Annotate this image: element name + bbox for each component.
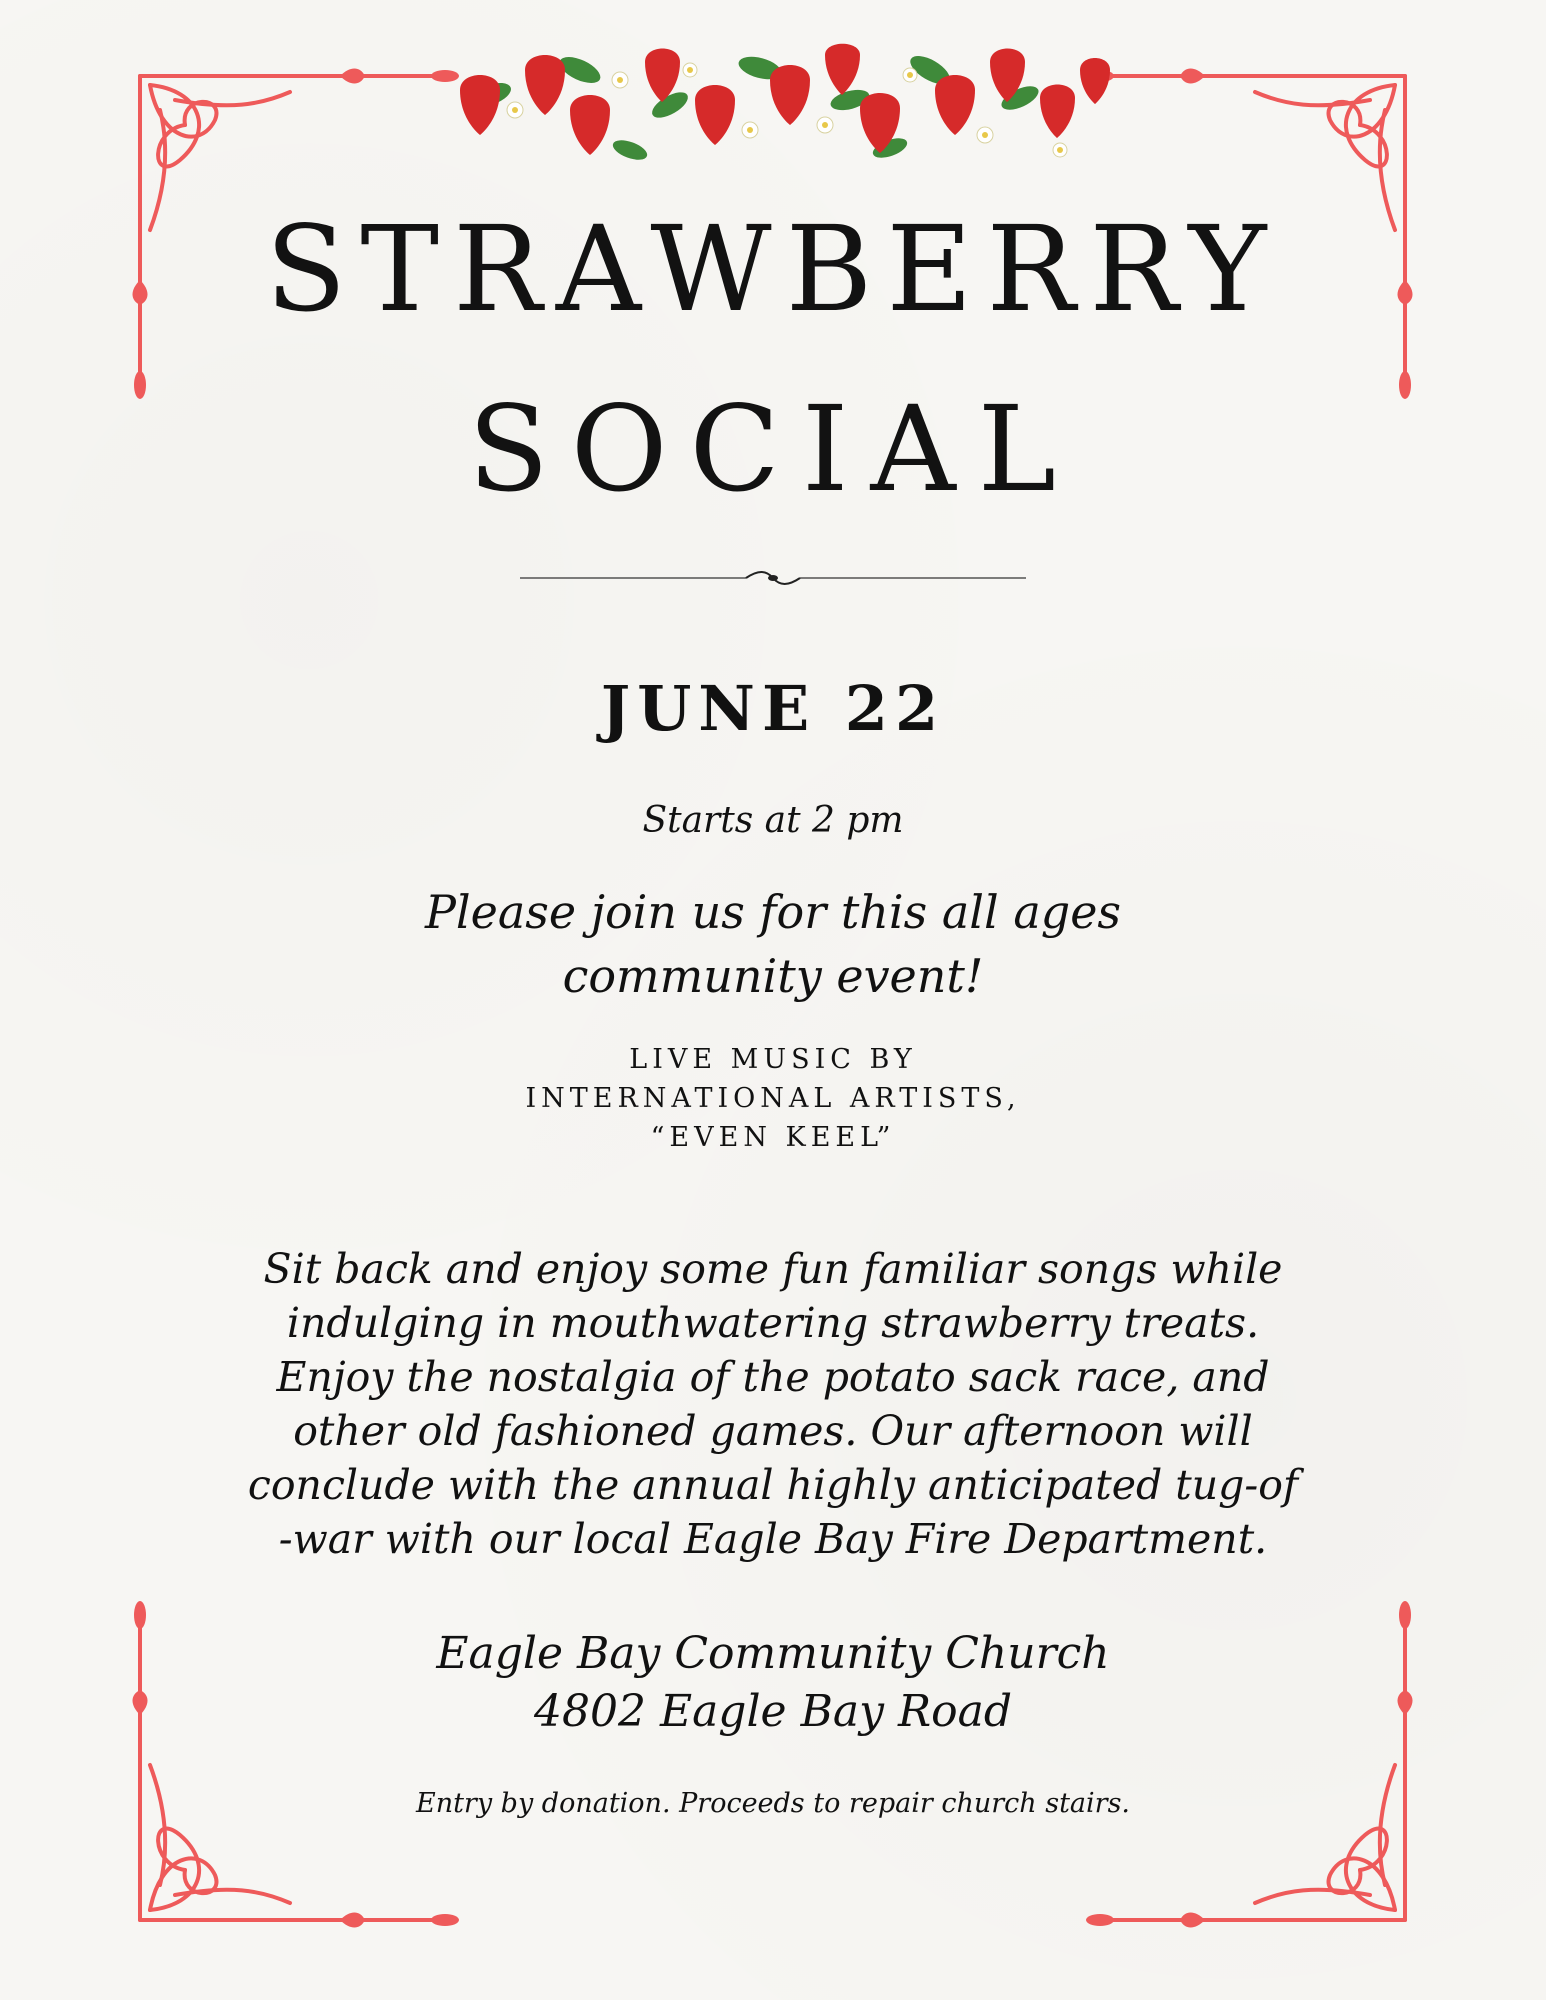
description-line: other old fashioned games. Our afternoon will: [293, 1407, 1253, 1455]
description-line: -war with our local Eagle Bay Fire Department.: [278, 1515, 1268, 1563]
description-line: Enjoy the nostalgia of the potato sack race, and: [276, 1353, 1270, 1401]
invitation-text: [0, 880, 1546, 1008]
flourish-divider-icon: [520, 568, 1026, 588]
music-line: “EVEN KEEL”: [650, 1122, 896, 1153]
description-line: conclude with the annual highly anticipated tug-of: [247, 1461, 1299, 1509]
venue-info: [0, 1625, 1546, 1741]
event-date: JUNE 22: [600, 672, 946, 745]
strawberry-garland-icon: [430, 40, 1120, 180]
start-time: Starts at 2 pm: [642, 800, 904, 841]
entry-note: Entry by donation. Proceeds to repair church stairs.: [415, 1788, 1131, 1819]
music-line: LIVE MUSIC BY: [629, 1044, 917, 1075]
title-line-1: STRAWBERRY: [265, 200, 1281, 338]
invitation-line: community event!: [562, 949, 984, 1003]
description-line: indulging in mouthwatering strawberry treats.: [286, 1299, 1260, 1347]
invitation-line: Please join us for this all ages: [424, 885, 1122, 939]
music-line: INTERNATIONAL ARTISTS,: [525, 1083, 1021, 1114]
venue-name: Eagle Bay Community Church: [436, 1628, 1110, 1679]
title-line-2: SOCIAL: [467, 380, 1079, 518]
venue-address: 4802 Eagle Bay Road: [533, 1686, 1012, 1737]
live-music-text: [0, 1040, 1546, 1157]
event-description: [0, 1242, 1546, 1566]
description-line: Sit back and enjoy some fun familiar songs while: [263, 1245, 1283, 1293]
